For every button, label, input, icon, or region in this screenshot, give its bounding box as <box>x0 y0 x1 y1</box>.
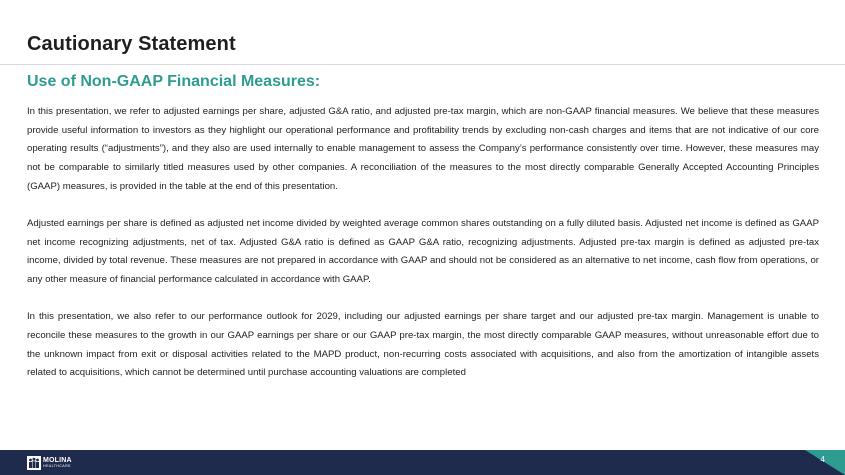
title-divider <box>0 64 845 65</box>
section-subtitle: Use of Non-GAAP Financial Measures: <box>27 73 321 90</box>
company-logo <box>27 454 72 471</box>
molina-people-icon <box>27 456 41 470</box>
footer-bar <box>0 450 845 475</box>
page-number: 4 <box>820 455 825 464</box>
logo-wordmark <box>43 457 72 469</box>
slide-title: Cautionary Statement <box>27 33 236 55</box>
paragraph-definitions: Adjusted earnings per share is defined as adjusted net income divided by weighted average common shares outstanding on a fully diluted basis. Adjusted net income is defined as GAAP net income recognizing adjustments, net of tax. Adjusted G&A ratio is defined as GAAP G&A ratio, recognizing adjustments. Adjusted pre-tax margin is defined as adjusted pre-tax income, divided by total revenue. These measures are not prepared in accordance with GAAP and should not be considered as an alternative to net income, cash flow from operations, or any other measure of financial performance calculated in accordance with GAAP. <box>27 218 819 286</box>
footer-accent <box>805 450 845 475</box>
slide-body <box>27 103 819 383</box>
paragraph-non-gaap-intro: In this presentation, we refer to adjusted earnings per share, adjusted G&A ratio, and adjusted pre-tax margin, which are non-GAAP financial measures. We believe that these measures provide useful information to investors as they highlight our operational performance and profitability trends by excluding non-cash charges and items that are not indicative of our core operating results (“adjustments”), and they also are used internally to enable management to assess the Company’s performance consistently over time. However, these measures may not be comparable to similarly titled measures used by other companies. A reconciliation of the measures to the most directly comparable Generally Accepted Accounting Principles (GAAP) measures, is provided in the table at the end of this presentation. <box>27 106 819 192</box>
logo-subtitle: HEALTHCARE <box>43 463 71 468</box>
logo-name: MOLINA <box>43 456 72 464</box>
paragraph-outlook: In this presentation, we also refer to our performance outlook for 2029, including our adjusted earnings per share target and our adjusted pre-tax margin. Management is unable to reconcile these measures to the growth in our GAAP earnings per share or our GAAP pre-tax margin, the most directly comparable GAAP measures, without unreasonable effort due to the unknown impact from exit or disposal activities related to the MAPD product, non-recurring costs associated with acquisitions, and also from the amortization of intangible assets related to acquisitions, which cannot be determined until purchase accounting valuations are completed <box>27 311 819 379</box>
